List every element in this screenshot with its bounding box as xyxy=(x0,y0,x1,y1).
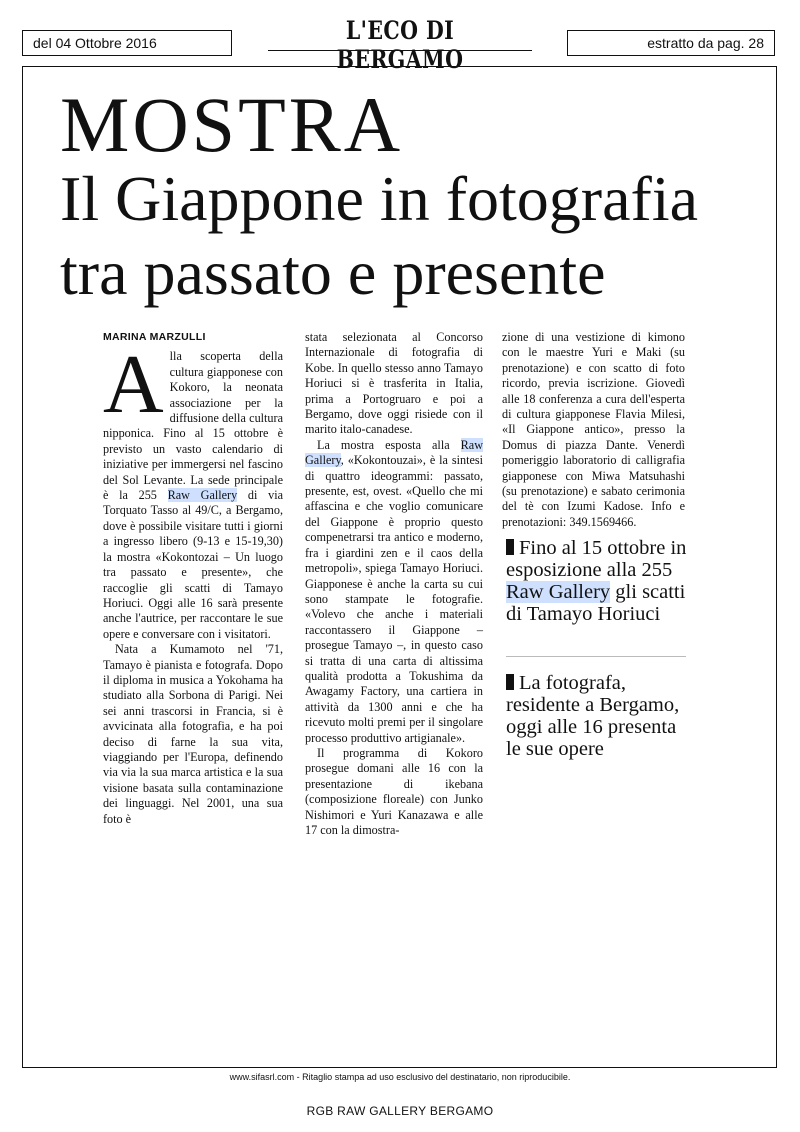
paragraph: Nata a Kumamoto nel '71, Tamayo è pianista e fotografa. Dopo il diploma in musica a Yokohama ha studiato alla Sorbona di Parigi. Nei sei anni trascorsi in Francia, si è avvicinata alla fotografia, e ha poi deciso di farne la sua vita, viaggiando per l'Europa, definendo via via la sua marca artistica e la sua visione basata sulla contaminazione dei linguaggi. Nel 2001, una sua foto è xyxy=(103,642,283,826)
paragraph xyxy=(305,438,483,746)
headline-kicker: MOSTRA xyxy=(60,81,404,168)
paragraph: stata selezionata al Concorso Internazionale di fotografia di Kobe. In quello stesso anno Tamayo Horiuci si è trasferita in Italia, prima a Portogruaro e poi a Bergamo, dove oggi risiede con il marito italo-canadese. xyxy=(305,330,483,437)
paragraph-text: , «Kokontouzai», è la sintesi di quattro ideogrammi: passato, presente, est, ovest. «Quello che mi affascina e che voglio comunicare del Giappone è proprio questo compenetrarsi tra antico e moderno, fra i giardini zen e il caos della metropoli», spiega Tamayo Horiuci. Giapponese è anche la carta su cui sono stampate le fotografie. «Volevo che anche i materiali raccontassero il Giappone – prosegue Tamayo –, in questo caso si tratta di una carta di altissima qualità prodotta a Tokushima da Awagamy Factory, una cartiera in attività da 1300 anni e che ha ricevuto molti premi per il singolare processo produttivo artigianale». xyxy=(305,453,483,745)
byline: MARINA MARZULLI xyxy=(103,331,206,343)
page-reference-box xyxy=(567,30,775,56)
paragraph: Il programma di Kokoro prosegue domani alle 16 con la presentazione di ikebana (composizione floreale) con Junko Nishimori e Yuri Kanazawa e alle 17 con la dimostra- xyxy=(305,745,483,837)
article-column-1 xyxy=(103,330,283,827)
article-column-2 xyxy=(305,330,483,838)
pull-quote-divider xyxy=(506,656,686,657)
clipping-title: RGB RAW GALLERY BERGAMO xyxy=(306,1104,494,1118)
date-box xyxy=(22,30,232,56)
pull-quote-text: La fotografa, residente a Bergamo, oggi alle 16 presenta le sue opere xyxy=(506,672,680,760)
article-column-3 xyxy=(502,330,685,530)
pull-quote-text: gli scatti di Tamayo Horiuci xyxy=(506,581,686,625)
gallery-name-highlight: Raw Gallery xyxy=(506,581,611,603)
gallery-name-highlight: Raw Gallery xyxy=(167,488,238,503)
paragraph-text: di via Torquato Tasso al 49/C, a Bergamo, dove è possibile visitare tutti i giorni a ingresso libero (9-13 e 15-19,30) la mostra «Kokontozai – Un luogo tra passato e presente», che raccoglie gli scatti di Tamayo Horiuci. Oggi alle 16 sarà presente anche l'autrice, per raccontare le sue opere e conversare con i visitatori. xyxy=(103,488,283,641)
headline-line-2: tra passato e presente xyxy=(60,237,606,308)
pull-quote-text: Fino al 15 ottobre in esposizione alla 255 xyxy=(506,537,687,581)
paragraph: zione di una vestizione di kimono con le maestre Yuri e Maki (su prenotazione) e con scatto di foto ricordo, previa iscrizione. Giovedì alle 18 conferenza a cura dell'esperta di cultura giapponese Flavia Milesi, «Il Giappone antico», presso la Domus di piazza Dante. Venerdì pomeriggio laboratorio di calligrafia giapponese con Miwa Matsuhashi (su prenotazione) e sabato cerimonia del tè con Izumi Kadose. Info e prenotazioni: 349.1569466. xyxy=(502,330,685,529)
paragraph-text: La mostra esposta alla xyxy=(317,437,461,452)
headline-line-1: Il Giappone in fotografia xyxy=(60,163,698,234)
quote-marker-icon xyxy=(506,539,514,555)
publication-date: del 04 Ottobre 2016 xyxy=(33,35,157,51)
newspaper-masthead: L'ECO DI BERGAMO xyxy=(336,16,464,74)
page-reference: estratto da pag. 28 xyxy=(647,35,764,51)
gallery-name-highlight: Raw Gallery xyxy=(305,437,483,468)
pull-quote-1 xyxy=(506,537,691,625)
masthead-underline xyxy=(268,50,532,51)
copyright-note: www.sifasrl.com - Ritaglio stampa ad uso esclusivo del destinatario, non riproducibile. xyxy=(229,1072,571,1082)
dropcap: A xyxy=(103,338,164,432)
paragraph xyxy=(103,338,283,642)
quote-marker-icon xyxy=(506,674,514,690)
paragraph-text: lla scoperta della cultura giapponese con Kokoro, la neonata associazione per la diffusione della cultura nipponica. Fino al 15 ottobre è previsto un vasto calendario di iniziative per immergersi nel fascino del Sol Levante. La sede principale è la 255 xyxy=(103,349,283,503)
pull-quote-2 xyxy=(506,672,691,760)
